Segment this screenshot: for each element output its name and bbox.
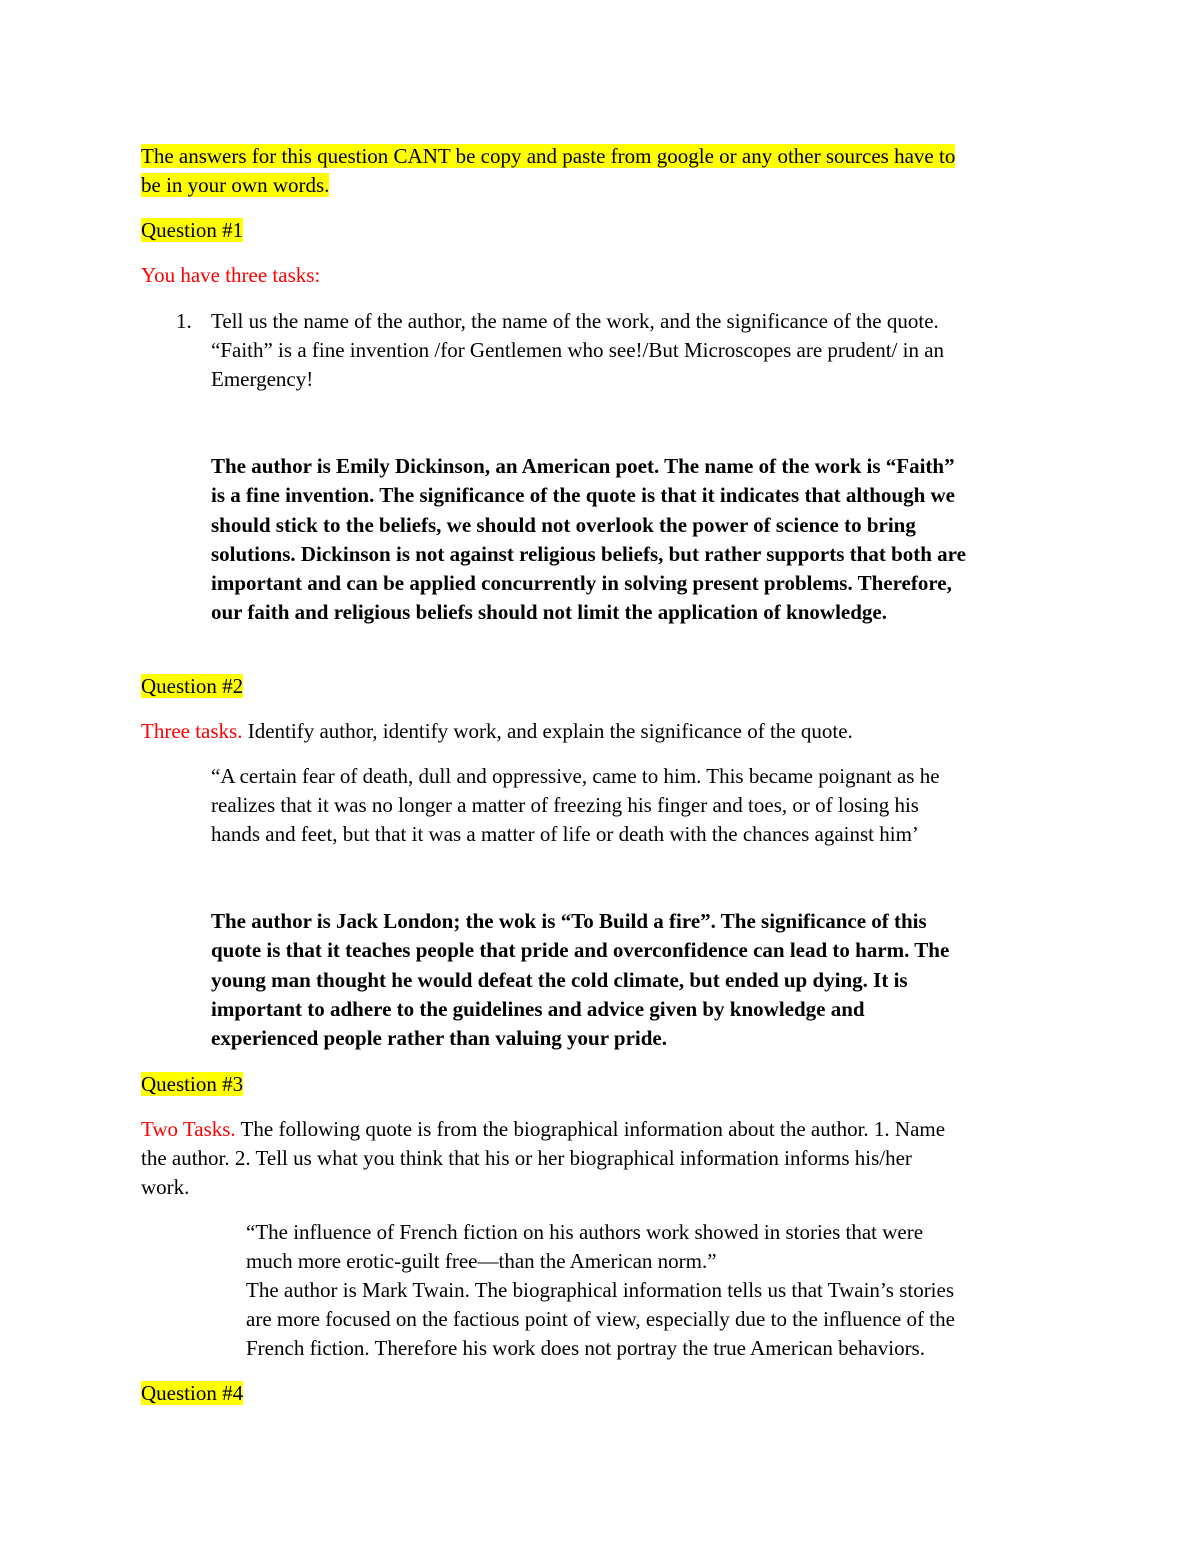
q1-answer [211, 452, 966, 628]
instructions-line-2: be in your own words. [141, 173, 330, 197]
q2-quote-line-1: “A certain fear of death, dull and oppressive, came to him. This became poignant as he [211, 764, 940, 788]
q2-answer [211, 907, 949, 1053]
q2-heading-wrap [141, 672, 243, 701]
q1-prompt-line-1: Tell us the name of the author, the name of the work, and the significance of the quote. [211, 309, 939, 333]
q1-tasks-label: You have three tasks: [141, 263, 321, 287]
q3-answer-line-2: are more focused on the factious point of view, especially due to the influence of the [246, 1307, 955, 1331]
q2-quote [211, 762, 940, 849]
q1-answer-line-1: The author is Emily Dickinson, an American poet. The name of the work is “Faith” [211, 454, 955, 478]
q3-answer-line-1: The author is Mark Twain. The biographical information tells us that Twain’s stories [246, 1278, 955, 1302]
q2-quote-line-2: realizes that it was no longer a matter of freezing his finger and toes, or of losing his [211, 793, 919, 817]
q1-prompt-line-3: Emergency! [211, 367, 314, 391]
q1-answer-line-4: solutions. Dickinson is not against religious beliefs, but rather supports that both are [211, 541, 966, 566]
q2-tasks [141, 717, 853, 746]
q1-answer-line-6: our faith and religious beliefs should not limit the application of knowledge. [211, 600, 887, 625]
q1-heading-wrap [141, 216, 243, 245]
q3-tasks-label: Two Tasks. [141, 1117, 236, 1141]
q1-answer-line-3: should stick to the beliefs, we should not overlook the power of science to bring [211, 512, 916, 537]
q3-heading-wrap [141, 1070, 243, 1099]
q1-prompt-line-2: “Faith” is a fine invention /for Gentlemen who see!/But Microscopes are prudent/ in an [211, 338, 945, 362]
q1-prompt [211, 307, 944, 394]
q3-quote-line-1: “The influence of French fiction on his authors work showed in stories that were [246, 1220, 924, 1244]
q3-answer-line-3: French fiction. Therefore his work does not portray the true American behaviors. [246, 1336, 925, 1360]
q2-tasks-label: Three tasks. [141, 719, 243, 743]
instructions [141, 142, 955, 200]
q3-tasks [141, 1115, 945, 1202]
q1-heading: Question #1 [141, 218, 244, 242]
q2-answer-line-1: The author is Jack London; the wok is “To Build a fire”. The significance of this [211, 909, 927, 933]
q3-tasks-line-3: work. [141, 1175, 190, 1199]
q1-answer-line-5: important and can be applied concurrently in solving present problems. Therefore, [211, 571, 952, 596]
q1-answer-line-2: is a fine invention. The significance of the quote is that it indicates that although we [211, 483, 955, 508]
q3-tasks-line-1: The following quote is from the biographical information about the author. 1. Name [235, 1117, 946, 1141]
q2-answer-line-2: quote is that it teaches people that pride and overconfidence can lead to harm. The [211, 938, 950, 963]
q1-item-number: 1. [176, 309, 192, 333]
instructions-line-1: The answers for this question CANT be copy and paste from google or any other sources have to [141, 144, 956, 168]
q4-heading-wrap [141, 1379, 243, 1408]
q3-quote-and-answer [246, 1218, 955, 1363]
q3-heading: Question #3 [141, 1072, 244, 1096]
q2-tasks-text: Identify author, identify work, and explain the significance of the quote. [242, 719, 853, 743]
q2-answer-line-3: young man thought he would defeat the cold climate, but ended up dying. It is [211, 967, 908, 992]
q2-quote-line-3: hands and feet, but that it was a matter of life or death with the chances against him’ [211, 822, 919, 846]
q2-heading: Question #2 [141, 674, 244, 698]
q3-tasks-line-2: the author. 2. Tell us what you think that his or her biographical information informs his/her [141, 1146, 912, 1170]
q4-heading: Question #4 [141, 1381, 244, 1405]
q2-answer-line-5: experienced people rather than valuing your pride. [211, 1026, 667, 1051]
q2-answer-line-4: important to adhere to the guidelines and advice given by knowledge and [211, 996, 865, 1021]
q3-quote-line-2: much more erotic-guilt free—than the American norm.” [246, 1249, 717, 1273]
